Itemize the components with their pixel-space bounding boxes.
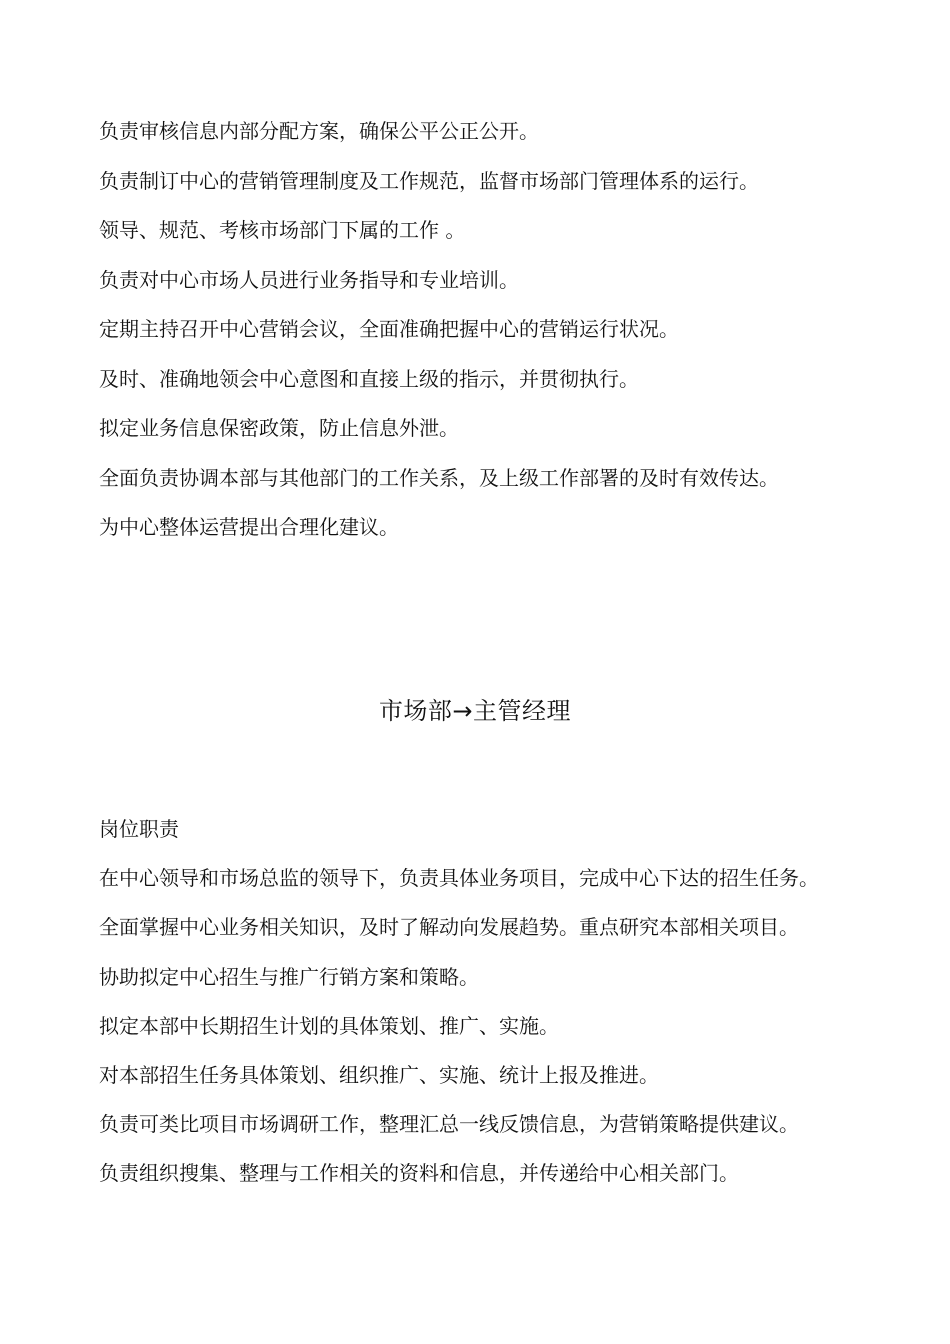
duty-line: 负责对中心市场人员进行业务指导和专业培训。 xyxy=(99,267,519,292)
duty-line: 为中心整体运营提出合理化建议。 xyxy=(99,515,399,539)
duty-line: 在中心领导和市场总监的领导下，负责具体业务项目，完成中心下达的招生任务。 xyxy=(99,866,819,891)
section-heading: 市场部→主管经理 xyxy=(378,697,572,725)
duty-line: 负责可类比项目市场调研工作，整理汇总一线反馈信息，为营销策略提供建议。 xyxy=(99,1112,799,1137)
duty-line: 定期主持召开中心营销会议，全面准确把握中心的营销运行状况。 xyxy=(99,317,679,341)
duty-line: 拟定业务信息保密政策，防止信息外泄。 xyxy=(99,416,459,440)
duty-line: 全面掌握中心业务相关知识，及时了解动向发展趋势。重点研究本部相关项目。 xyxy=(99,915,799,940)
duties-list-bottom xyxy=(99,814,919,1208)
duty-line: 全面负责协调本部与其他部门的工作关系，及上级工作部署的及时有效传达。 xyxy=(99,465,779,490)
duty-line: 负责组织搜集、整理与工作相关的资料和信息，并传递给中心相关部门。 xyxy=(99,1161,739,1186)
duty-line: 领导、规范、考核市场部门下属的工作 。 xyxy=(99,218,466,242)
duty-line: 对本部招生任务具体策划、组织推广、实施、统计上报及推进。 xyxy=(99,1062,659,1087)
duty-line: 负责制订中心的营销管理制度及工作规范，监督市场部门管理体系的运行。 xyxy=(99,168,759,193)
duty-line: 协助拟定中心招生与推广行销方案和策略。 xyxy=(99,964,479,989)
duties-label: 岗位职责 xyxy=(99,817,179,841)
duty-line: 拟定本部中长期招生计划的具体策划、推广、实施。 xyxy=(99,1013,559,1038)
duty-line: 及时、准确地领会中心意图和直接上级的指示，并贯彻执行。 xyxy=(99,366,639,391)
duties-list-top xyxy=(99,116,899,562)
duty-line: 负责审核信息内部分配方案，确保公平公正公开。 xyxy=(99,119,539,143)
